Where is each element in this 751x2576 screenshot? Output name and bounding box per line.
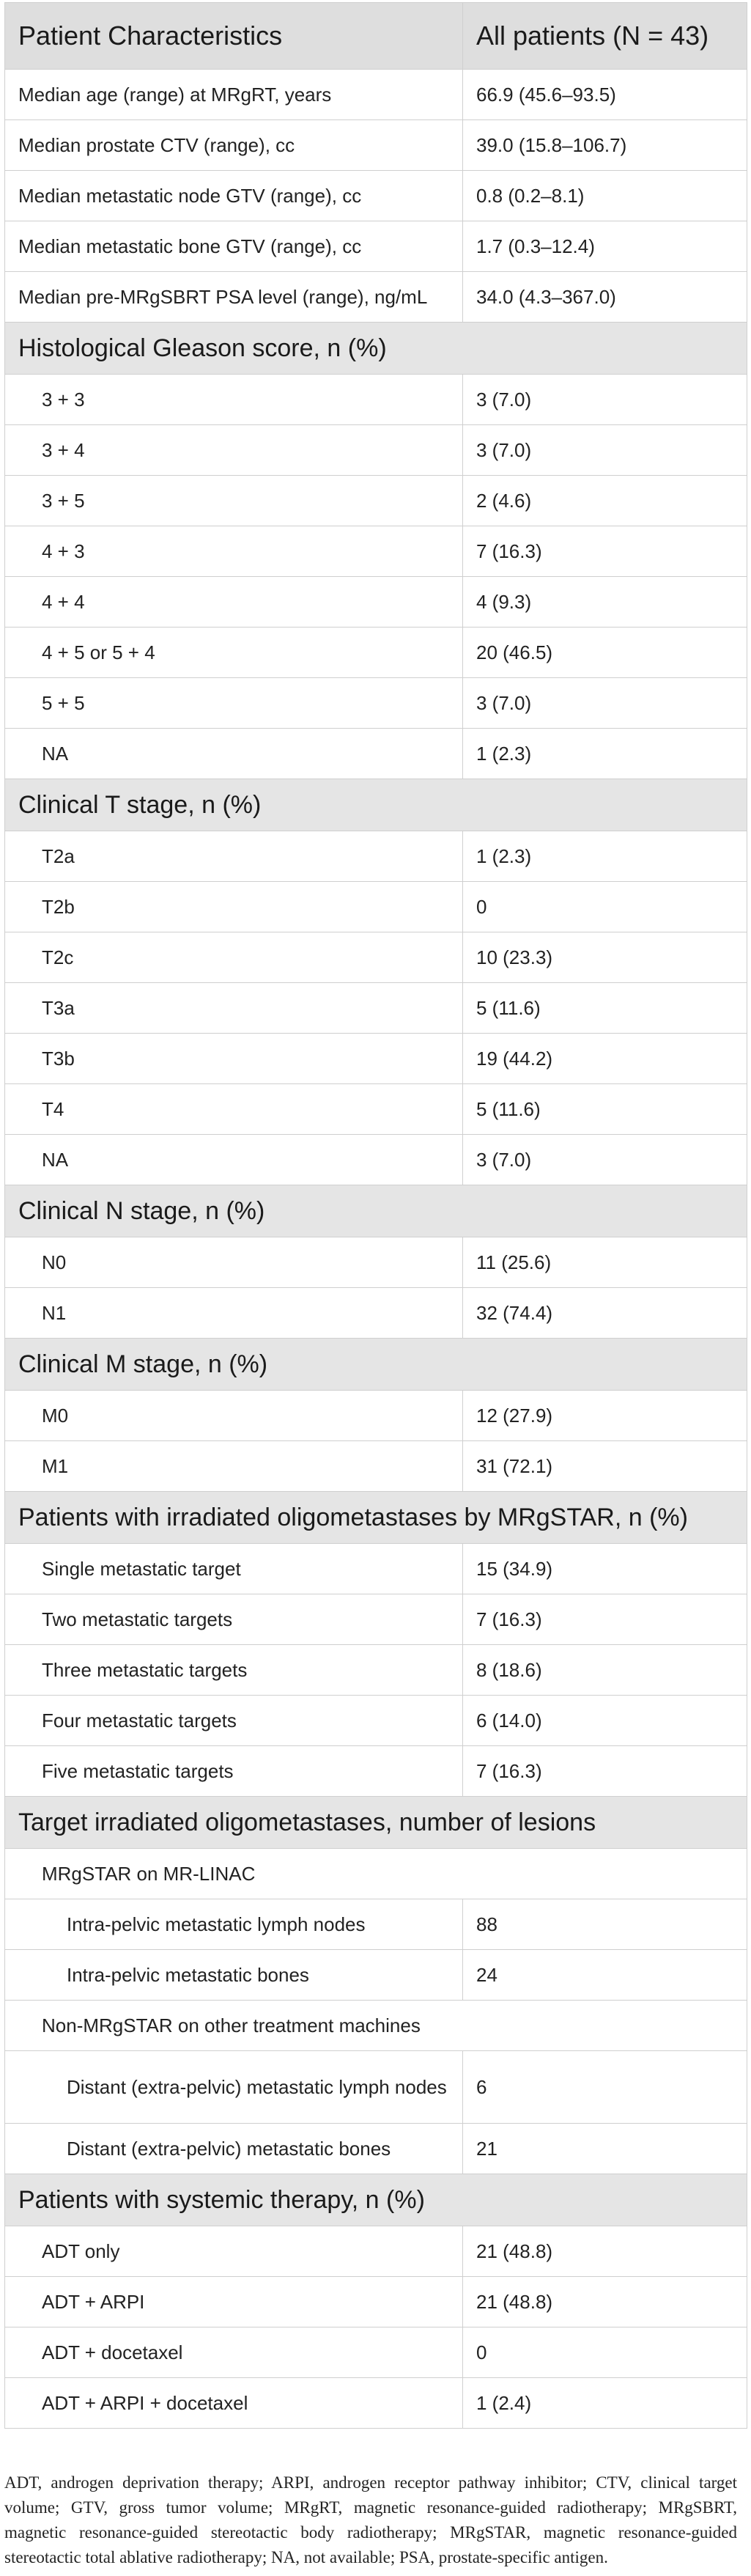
header-col2: All patients (N = 43): [463, 3, 747, 70]
table-row: [5, 171, 747, 221]
section-title: Histological Gleason score, n (%): [5, 323, 747, 375]
table-row: [5, 476, 747, 526]
row-value: 3 (7.0): [463, 678, 747, 729]
row-label: 3 + 3: [5, 375, 463, 425]
row-value: 6 (14.0): [463, 1696, 747, 1746]
row-label: T4: [5, 1084, 463, 1135]
row-label: NA: [5, 729, 463, 779]
table-row: [5, 1135, 747, 1185]
table-row: [5, 1746, 747, 1797]
table-row: [5, 678, 747, 729]
row-label: T2c: [5, 932, 463, 983]
row-value: 3 (7.0): [463, 1135, 747, 1185]
table-row: [5, 120, 747, 171]
row-value: 66.9 (45.6–93.5): [463, 70, 747, 120]
row-label: N1: [5, 1288, 463, 1339]
row-value: 34.0 (4.3–367.0): [463, 272, 747, 323]
row-value: 0: [463, 882, 747, 932]
table-row: [5, 2378, 747, 2429]
subgroup-non-mrgstar: [5, 2001, 747, 2051]
row-value: 5 (11.6): [463, 1084, 747, 1135]
row-value: 5 (11.6): [463, 983, 747, 1034]
row-label: Median prostate CTV (range), cc: [5, 120, 463, 171]
row-label: Intra-pelvic metastatic lymph nodes: [5, 1899, 463, 1950]
table-row: [5, 375, 747, 425]
table-row: [5, 1594, 747, 1645]
row-label: ADT + ARPI: [5, 2277, 463, 2327]
row-label: 4 + 4: [5, 577, 463, 628]
row-label: Single metastatic target: [5, 1544, 463, 1594]
row-value: 11 (25.6): [463, 1237, 747, 1288]
table-row: [5, 2226, 747, 2277]
subgroup-mrgstar: [5, 1849, 747, 1899]
table-row: [5, 2277, 747, 2327]
table-row: [5, 1645, 747, 1696]
row-label: 4 + 5 or 5 + 4: [5, 628, 463, 678]
section-title: Clinical N stage, n (%): [5, 1185, 747, 1237]
row-value: 15 (34.9): [463, 1544, 747, 1594]
row-value: 21 (48.8): [463, 2226, 747, 2277]
table-header-row: [5, 3, 747, 70]
table-row: [5, 272, 747, 323]
row-label: 3 + 4: [5, 425, 463, 476]
section-title: Target irradiated oligometastases, number of lesions: [5, 1797, 747, 1849]
row-value: 10 (23.3): [463, 932, 747, 983]
table-row: [5, 1288, 747, 1339]
section-systemic-therapy: [5, 2174, 747, 2226]
section-n-stage: [5, 1185, 747, 1237]
table-row: [5, 1441, 747, 1492]
row-label: NA: [5, 1135, 463, 1185]
row-label: M1: [5, 1441, 463, 1492]
row-label: T2b: [5, 882, 463, 932]
section-title: Clinical T stage, n (%): [5, 779, 747, 831]
row-label: Median metastatic node GTV (range), cc: [5, 171, 463, 221]
row-label: Intra-pelvic metastatic bones: [5, 1950, 463, 2001]
table-row: [5, 70, 747, 120]
row-value: 3 (7.0): [463, 425, 747, 476]
section-title: Patients with systemic therapy, n (%): [5, 2174, 747, 2226]
row-label: T2a: [5, 831, 463, 882]
row-label: M0: [5, 1391, 463, 1441]
table-row: [5, 882, 747, 932]
table-row: [5, 729, 747, 779]
table-row: [5, 2124, 747, 2174]
section-target-lesions: [5, 1797, 747, 1849]
table-row: [5, 983, 747, 1034]
row-label: Three metastatic targets: [5, 1645, 463, 1696]
section-m-stage: [5, 1339, 747, 1391]
row-label: Distant (extra-pelvic) metastatic bones: [5, 2124, 463, 2174]
row-label: Two metastatic targets: [5, 1594, 463, 1645]
section-t-stage: [5, 779, 747, 831]
row-value: 39.0 (15.8–106.7): [463, 120, 747, 171]
section-title: Patients with irradiated oligometastases by MRgSTAR, n (%): [5, 1492, 747, 1544]
table-row: [5, 932, 747, 983]
subgroup-title: Non-MRgSTAR on other treatment machines: [5, 2001, 747, 2051]
table-footnote: ADT, androgen deprivation therapy; ARPI, androgen receptor pathway inhibitor; CTV, clinical target volume; GTV, gross tumor volume; MRgRT, magnetic resonance-guided radiotherapy; MRgSBRT, magnetic resonance-guided stereotactic body radiotherapy; MRgSTAR, magnetic resonance-guided stereotactic total ablative radiotherapy; NA, not available; PSA, prostate-specific antigen.: [4, 2473, 737, 2566]
section-oligometastases: [5, 1492, 747, 1544]
table-row: [5, 1950, 747, 2001]
row-value: 7 (16.3): [463, 526, 747, 577]
row-value: 6: [463, 2051, 747, 2124]
table-row: [5, 1391, 747, 1441]
row-value: 0.8 (0.2–8.1): [463, 171, 747, 221]
row-value: 19 (44.2): [463, 1034, 747, 1084]
table-row: [5, 1237, 747, 1288]
subgroup-title: MRgSTAR on MR-LINAC: [5, 1849, 747, 1899]
row-label: ADT + docetaxel: [5, 2327, 463, 2378]
row-value: 21: [463, 2124, 747, 2174]
row-value: 2 (4.6): [463, 476, 747, 526]
row-value: 1 (2.4): [463, 2378, 747, 2429]
row-label: N0: [5, 1237, 463, 1288]
row-label: T3b: [5, 1034, 463, 1084]
table-row: [5, 2051, 747, 2124]
row-label: Median metastatic bone GTV (range), cc: [5, 221, 463, 272]
table-row: [5, 1899, 747, 1950]
row-value: 21 (48.8): [463, 2277, 747, 2327]
row-label: Four metastatic targets: [5, 1696, 463, 1746]
row-value: 0: [463, 2327, 747, 2378]
row-label: Five metastatic targets: [5, 1746, 463, 1797]
row-label: ADT only: [5, 2226, 463, 2277]
table-row: [5, 526, 747, 577]
row-value: 24: [463, 1950, 747, 2001]
row-label: ADT + ARPI + docetaxel: [5, 2378, 463, 2429]
row-value: 12 (27.9): [463, 1391, 747, 1441]
section-title: Clinical M stage, n (%): [5, 1339, 747, 1391]
table-row: [5, 628, 747, 678]
row-label: 5 + 5: [5, 678, 463, 729]
row-value: 88: [463, 1899, 747, 1950]
table-row: [5, 1544, 747, 1594]
row-label: Median pre-MRgSBRT PSA level (range), ng/mL: [5, 272, 463, 323]
row-label: T3a: [5, 983, 463, 1034]
section-gleason: [5, 323, 747, 375]
table-row: [5, 2327, 747, 2378]
table-row: [5, 425, 747, 476]
table-row: [5, 577, 747, 628]
table-row: [5, 831, 747, 882]
patient-characteristics-table: [4, 2, 747, 2429]
row-label: Distant (extra-pelvic) metastatic lymph nodes: [5, 2051, 463, 2124]
row-value: 31 (72.1): [463, 1441, 747, 1492]
row-value: 1.7 (0.3–12.4): [463, 221, 747, 272]
row-label: 3 + 5: [5, 476, 463, 526]
row-value: 32 (74.4): [463, 1288, 747, 1339]
table-row: [5, 1084, 747, 1135]
row-label: 4 + 3: [5, 526, 463, 577]
header-col1: Patient Characteristics: [5, 3, 463, 70]
row-value: 7 (16.3): [463, 1746, 747, 1797]
table-row: [5, 1034, 747, 1084]
row-value: 1 (2.3): [463, 831, 747, 882]
table-row: [5, 221, 747, 272]
row-value: 4 (9.3): [463, 577, 747, 628]
row-value: 3 (7.0): [463, 375, 747, 425]
row-value: 20 (46.5): [463, 628, 747, 678]
row-label: Median age (range) at MRgRT, years: [5, 70, 463, 120]
table-row: [5, 1696, 747, 1746]
row-value: 8 (18.6): [463, 1645, 747, 1696]
row-value: 1 (2.3): [463, 729, 747, 779]
row-value: 7 (16.3): [463, 1594, 747, 1645]
